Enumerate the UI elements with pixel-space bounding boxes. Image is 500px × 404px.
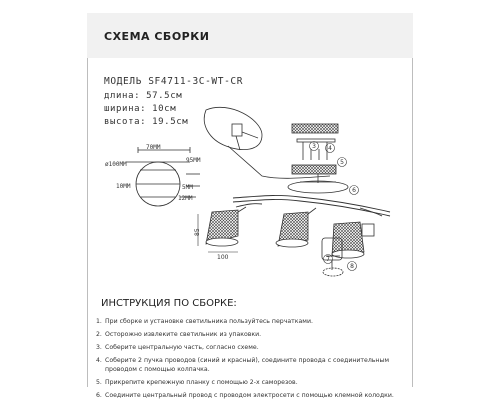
instruction-step: 4. Соберите 2 пучка проводов (синий и красный), соедините провода с соединительным проводом с помощью колпачка. bbox=[96, 357, 390, 373]
instruction-step: 2. Осторожно извлеките светильник из упаковки. bbox=[96, 331, 262, 338]
shade-left bbox=[206, 207, 246, 246]
instruction-step: 6. Соедините центральный провод с проводом электросети с помощью клемной колодки. bbox=[96, 392, 394, 399]
height-label: высота: 19.5см bbox=[104, 117, 189, 127]
instruction-list bbox=[96, 317, 411, 404]
callout-6: 6 bbox=[352, 187, 356, 194]
shade-height-dim: 85 bbox=[194, 228, 201, 236]
dim-5: 5MM bbox=[182, 184, 193, 191]
dim-70: 70MM bbox=[146, 144, 161, 151]
callout-4: 4 bbox=[328, 145, 332, 152]
model-label: МОДЕЛЬ SF4711-3C-WT-CR bbox=[104, 76, 244, 87]
shade-width-dim: 100 bbox=[217, 254, 229, 261]
callout-5: 5 bbox=[340, 159, 344, 166]
shade-middle bbox=[276, 208, 316, 247]
shade-right bbox=[332, 222, 374, 258]
instruction-step: 3. Соберите центральную часть, согласно схеме. bbox=[96, 344, 259, 351]
instruction-step: 1. При сборке и установке светильника пользуйтесь перчатками. bbox=[96, 318, 313, 325]
dim-10: 10MM bbox=[116, 183, 131, 190]
instructions-title: ИНСТРУКЦИЯ ПО СБОРКЕ: bbox=[101, 298, 237, 309]
dim-95: 95MM bbox=[186, 157, 201, 164]
width-label: ширина: 10см bbox=[104, 104, 177, 114]
callout-8: 8 bbox=[350, 263, 354, 270]
dim-100: ø100MM bbox=[105, 161, 127, 168]
dim-12: 12MM bbox=[178, 195, 193, 202]
canopy bbox=[288, 174, 348, 193]
fixture-bar bbox=[233, 195, 390, 216]
callout-3: 3 bbox=[312, 143, 316, 150]
callout-7: 7 bbox=[326, 256, 330, 263]
instruction-step: 5. Прикрепите крепежную планку с помощью 2-х саморезов. bbox=[96, 379, 298, 386]
page-title: СХЕМА СБОРКИ bbox=[104, 30, 210, 43]
length-label: длина: 57.5см bbox=[104, 91, 183, 101]
